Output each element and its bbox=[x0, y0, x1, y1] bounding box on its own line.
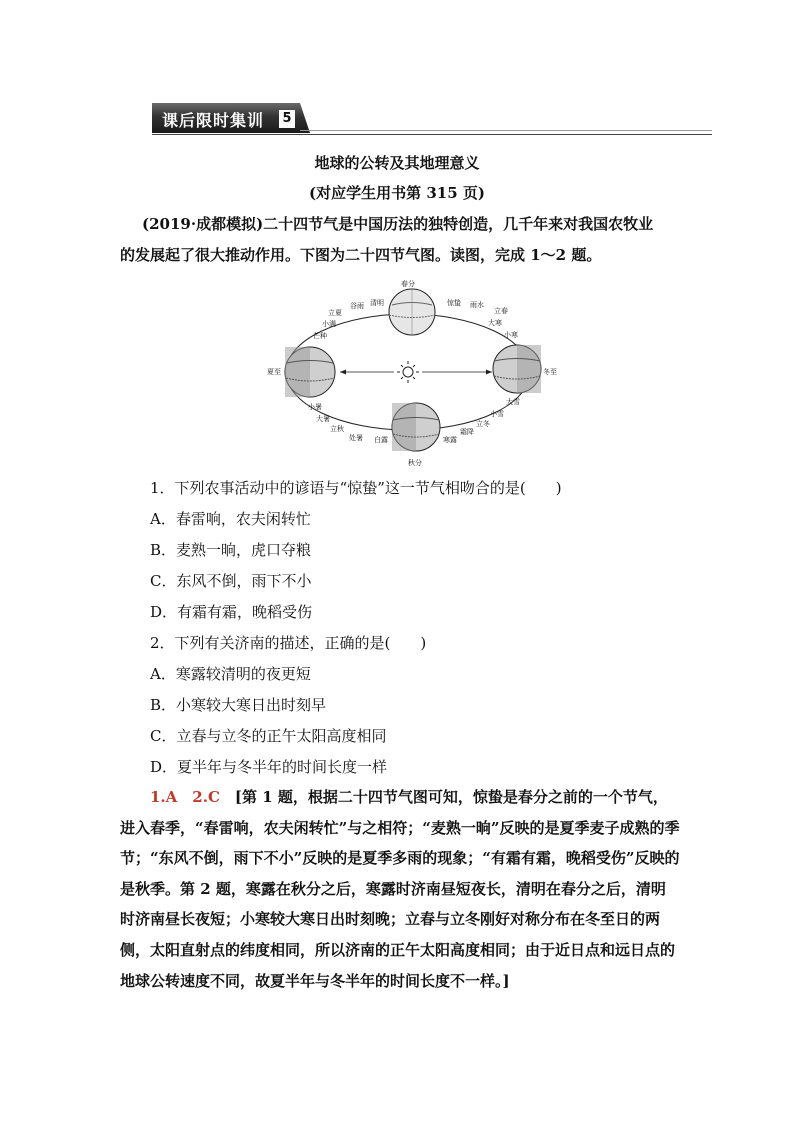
question-1-option-d: D．有霜有霜，晚稻受伤 bbox=[150, 603, 313, 621]
page-title: 地球的公转及其地理意义 bbox=[314, 154, 480, 172]
term-label-lixia: 立夏 bbox=[328, 309, 342, 317]
term-label-dahan: 大寒 bbox=[488, 319, 502, 327]
question-2-stem: 2．下列有关济南的描述，正确的是( ) bbox=[150, 634, 427, 652]
earth-autumn-icon bbox=[392, 403, 440, 451]
banner-label: 课后限时集训 bbox=[162, 111, 265, 130]
term-label-lichun: 立春 bbox=[494, 307, 508, 315]
term-label-daxue: 大雪 bbox=[506, 398, 520, 406]
term-label-hanlu: 寒露 bbox=[443, 436, 457, 444]
question-2-option-c: C．立春与立冬的正午太阳高度相同 bbox=[150, 727, 387, 745]
term-label-autumn: 秋分 bbox=[408, 459, 422, 467]
earth-summer-icon bbox=[285, 347, 335, 397]
answer-key: 1.A 2.C bbox=[150, 788, 220, 806]
page-subtitle: (对应学生用书第 315 页) bbox=[309, 184, 485, 202]
sun-icon bbox=[397, 361, 419, 383]
term-label-xiaohan: 小寒 bbox=[504, 331, 518, 339]
question-1-option-c: C．东风不倒，雨下不小 bbox=[150, 572, 312, 590]
intro-paragraph bbox=[120, 209, 680, 271]
question-2-option-b: B．小寒较大寒日出时刻早 bbox=[150, 696, 327, 714]
term-label-qingming: 清明 bbox=[370, 299, 384, 307]
term-label-dashu: 大暑 bbox=[316, 415, 330, 423]
question-1-stem: 1．下列农事活动中的谚语与“惊蛰”这一节气相吻合的是( ) bbox=[150, 479, 562, 497]
header-rule bbox=[152, 134, 712, 135]
answer-text: [第 1 题，根据二十四节气图可知，惊蛰是春分之前的一个节气，进入春季，“春雷响，农夫闲转忙”与之相符；“麦熟一晌”反映的是夏季麦子成熟的季节；“东风不倒，雨下不小”反映的是夏季多雨的现象；“有霜有霜，晚稻受伤”反映的是秋季。第 2 题，寒露在秋分之后，寒露时济南昼短夜长，清明在春分之后，清明时济南昼长夜短；小寒较大寒日出时刻晚；立春与立冬刚好对称分布在冬至日的两侧，太阳直射点的纬度相同，所以济南的正午太阳高度相同；由于近日点和远日点的地球公转速度不同，故夏半年与冬半年的时间长度不一样。] bbox=[120, 788, 680, 990]
intro-line-2: 的发展起了很大推动作用。下图为二十四节气图。读图，完成 1～2 题。 bbox=[120, 246, 602, 264]
term-label-lidong: 立冬 bbox=[476, 420, 490, 428]
term-label-guyu: 谷雨 bbox=[350, 302, 364, 310]
term-label-spring: 春分 bbox=[401, 280, 415, 288]
term-label-xiaoxue: 小雪 bbox=[490, 410, 504, 418]
banner-number: 5 bbox=[279, 110, 295, 128]
question-2-option-d: D．夏半年与冬半年的时间长度一样 bbox=[150, 758, 388, 776]
term-label-liqiu: 立秋 bbox=[330, 425, 344, 433]
question-1-option-b: B．麦熟一晌，虎口夺粮 bbox=[150, 541, 312, 559]
answer-explanation bbox=[120, 782, 680, 996]
earth-winter-icon bbox=[493, 345, 541, 393]
term-label-mangzhong: 芒种 bbox=[313, 332, 327, 340]
term-label-yushui: 雨水 bbox=[470, 301, 484, 309]
section-banner bbox=[152, 103, 310, 133]
term-label-shuangjiang: 霜降 bbox=[460, 428, 474, 436]
term-label-jingzhe: 惊蛰 bbox=[447, 299, 461, 307]
solar-terms-diagram bbox=[258, 275, 558, 470]
intro-line-1: (2019·成都模拟)二十四节气是中国历法的独特创造，几千年来对我国农牧业 bbox=[142, 215, 654, 233]
term-label-bailu: 白露 bbox=[374, 436, 388, 444]
term-label-xiaoman: 小满 bbox=[322, 320, 336, 328]
term-label-winter: 冬至 bbox=[543, 368, 557, 376]
term-label-xiaoshu: 小暑 bbox=[308, 403, 322, 411]
question-1-option-a: A．春雷响，农夫闲转忙 bbox=[150, 510, 311, 528]
term-label-summer: 夏至 bbox=[267, 368, 281, 376]
header-rule-thin bbox=[300, 130, 712, 131]
question-2-option-a: A．寒露较清明的夜更短 bbox=[150, 665, 311, 683]
earth-spring-icon bbox=[389, 289, 435, 335]
term-label-chushu: 处暑 bbox=[349, 434, 363, 442]
